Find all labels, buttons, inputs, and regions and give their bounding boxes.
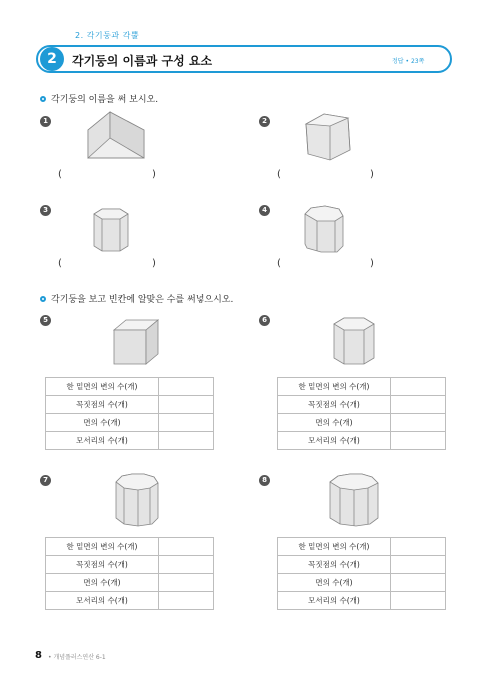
answer-cell[interactable] xyxy=(159,556,214,574)
answer-cell[interactable] xyxy=(391,432,446,450)
answer-cell[interactable] xyxy=(391,396,446,414)
question-number-2: 2 xyxy=(259,116,270,127)
chapter-label: 2. 각기둥과 각뿔 xyxy=(75,31,140,40)
answer-open-paren-3: ( xyxy=(58,258,62,269)
row-label-base-edges: 한 밑면의 변의 수(개) xyxy=(278,538,391,556)
row-label-vertices: 꼭짓점의 수(개) xyxy=(46,556,159,574)
answer-cell[interactable] xyxy=(159,396,214,414)
page-title: 각기둥의 이름과 구성 요소 xyxy=(72,54,213,68)
section-badge: 2 xyxy=(40,47,64,71)
row-label-base-edges: 한 밑면의 변의 수(개) xyxy=(278,378,391,396)
answer-cell[interactable] xyxy=(391,378,446,396)
answer-table-7 xyxy=(45,537,214,610)
page-number: 8 xyxy=(35,650,42,661)
answer-cell[interactable] xyxy=(391,574,446,592)
row-label-faces: 면의 수(개) xyxy=(46,574,159,592)
hexagonal-prism-figure xyxy=(88,206,134,254)
answer-cell[interactable] xyxy=(159,432,214,450)
bullet-icon xyxy=(40,296,46,302)
question-number-4: 4 xyxy=(259,205,270,216)
answer-cell[interactable] xyxy=(391,414,446,432)
bullet-icon xyxy=(40,96,46,102)
question-number-5: 5 xyxy=(40,315,51,326)
row-label-edges: 모서리의 수(개) xyxy=(46,592,159,610)
answer-close-paren-4: ) xyxy=(370,258,374,269)
answer-cell[interactable] xyxy=(391,538,446,556)
row-label-edges: 모서리의 수(개) xyxy=(278,592,391,610)
instruction-2 xyxy=(40,292,233,305)
answer-open-paren-2: ( xyxy=(277,169,281,180)
row-label-edges: 모서리의 수(개) xyxy=(46,432,159,450)
answer-close-paren-2: ) xyxy=(370,169,374,180)
pentagonal-prism-figure xyxy=(302,110,354,164)
question-number-7: 7 xyxy=(40,475,51,486)
book-title: • 개념플러스연산 6-1 xyxy=(48,654,106,661)
instruction-1-text: 각기둥의 이름을 써 보시오. xyxy=(51,95,159,105)
row-label-vertices: 꼭짓점의 수(개) xyxy=(278,556,391,574)
instruction-2-text: 각기둥을 보고 빈칸에 알맞은 수를 써넣으시오. xyxy=(51,295,234,305)
answer-table-8 xyxy=(277,537,446,610)
answer-open-paren-1: ( xyxy=(58,169,62,180)
heptagonal-prism-figure xyxy=(301,204,347,254)
answer-cell[interactable] xyxy=(391,556,446,574)
answer-cell[interactable] xyxy=(159,538,214,556)
instruction-1 xyxy=(40,92,158,105)
octagonal-prism-figure xyxy=(112,472,162,528)
answer-cell[interactable] xyxy=(159,574,214,592)
question-number-1: 1 xyxy=(40,116,51,127)
answer-cell[interactable] xyxy=(159,378,214,396)
cube-figure xyxy=(110,316,162,368)
row-label-faces: 면의 수(개) xyxy=(278,574,391,592)
answer-cell[interactable] xyxy=(159,414,214,432)
row-label-base-edges: 한 밑면의 변의 수(개) xyxy=(46,378,159,396)
answer-open-paren-4: ( xyxy=(277,258,281,269)
triangular-prism-figure xyxy=(82,108,148,164)
row-label-faces: 면의 수(개) xyxy=(278,414,391,432)
answer-reference: 정답 • 23쪽 xyxy=(392,58,425,65)
row-label-base-edges: 한 밑면의 변의 수(개) xyxy=(46,538,159,556)
row-label-edges: 모서리의 수(개) xyxy=(278,432,391,450)
answer-close-paren-3: ) xyxy=(152,258,156,269)
octagonal-prism-figure xyxy=(326,472,382,528)
answer-close-paren-1: ) xyxy=(152,169,156,180)
row-label-faces: 면의 수(개) xyxy=(46,414,159,432)
question-number-6: 6 xyxy=(259,315,270,326)
hexagonal-prism-figure xyxy=(330,314,378,370)
row-label-vertices: 꼭짓점의 수(개) xyxy=(278,396,391,414)
answer-table-5 xyxy=(45,377,214,450)
question-number-3: 3 xyxy=(40,205,51,216)
answer-cell[interactable] xyxy=(391,592,446,610)
answer-table-6 xyxy=(277,377,446,450)
row-label-vertices: 꼭짓점의 수(개) xyxy=(46,396,159,414)
answer-cell[interactable] xyxy=(159,592,214,610)
question-number-8: 8 xyxy=(259,475,270,486)
